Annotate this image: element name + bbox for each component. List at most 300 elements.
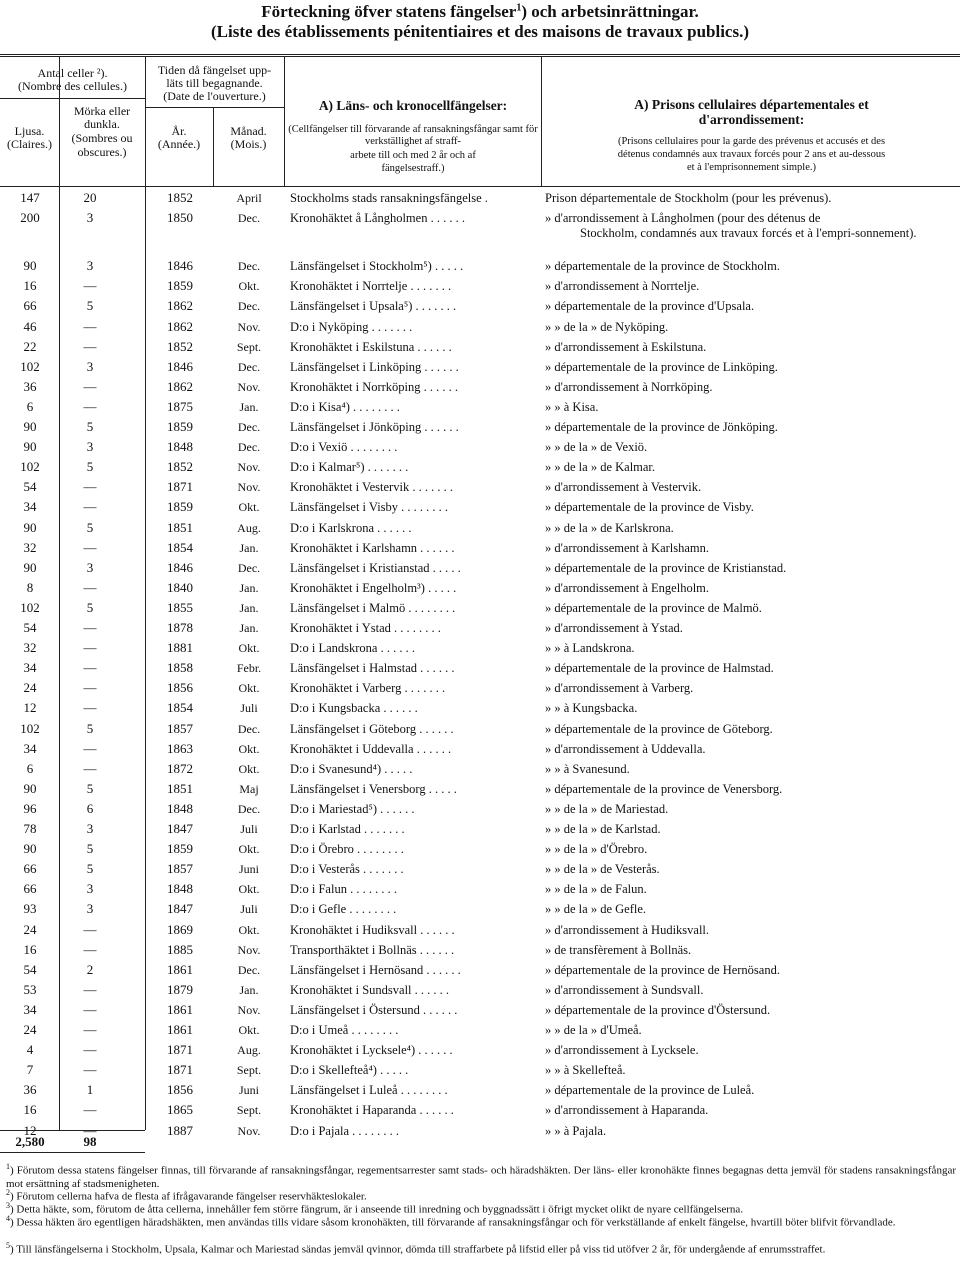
cell-year: 1856 [167, 680, 193, 696]
cell-morka: 3 [86, 439, 94, 455]
cell-swedish-name: D:o i Kalmar⁵) . . . . . . . [290, 460, 409, 475]
cell-year: 1887 [167, 1122, 193, 1138]
cell-swedish-name: Kronohäktet i Ystad . . . . . . . . [290, 621, 441, 635]
cell-morka: 5 [86, 298, 94, 314]
title-text: Förteckning öfver statens fängelser [261, 2, 517, 21]
cell-ljusa: 32 [23, 640, 37, 656]
cell-french-name: » » à Svanesund. [545, 761, 630, 776]
cell-month: Nov. [237, 1123, 261, 1138]
cell-ljusa: 16 [23, 941, 37, 957]
cell-ljusa: 93 [23, 901, 37, 917]
cell-french-name: » » de la » de Kalmar. [545, 460, 656, 475]
header-bottom-rule [0, 186, 960, 187]
cell-morka: — [83, 1102, 97, 1118]
cell-morka: — [83, 318, 97, 334]
footnote-text: ) Förutom cellerna hafva de flesta af ifrågavarande fängelser reservhäkteslokaler. [10, 1190, 367, 1203]
cell-french-name: » » à Landskrona. [545, 641, 635, 656]
cell-swedish-name: Länsfängelset i Göteborg . . . . . . [290, 721, 454, 736]
cell-french-name: » départementale de la province d'Östersund. [545, 1002, 771, 1017]
cell-month: Okt. [238, 761, 260, 776]
cell-morka: — [83, 981, 97, 997]
cell-swedish-name: Kronohäktet i Haparanda . . . . . . [290, 1103, 454, 1118]
cell-swedish-name: Kronohäktet i Eskilstuna . . . . . . [290, 339, 452, 354]
cell-morka: — [83, 499, 97, 515]
header-mois: (Mois.) [230, 137, 267, 151]
cell-year: 1852 [167, 190, 193, 205]
cell-morka: 5 [86, 720, 94, 736]
cell-morka: — [83, 620, 97, 635]
header-manad: Månad. [230, 124, 267, 138]
cell-year: 1871 [167, 1062, 193, 1078]
cell-french-name: » départementale de la province de Malmö. [545, 600, 762, 615]
cell-swedish-name: D:o i Mariestad⁵) . . . . . . [290, 801, 415, 816]
cell-swedish-name: Länsfängelset i Östersund . . . . . . [290, 1002, 458, 1017]
cell-french-name: » départementale de la province de Kristianstad. [545, 560, 787, 575]
footnote-mark: 5 [6, 1241, 10, 1250]
cell-morka: — [83, 1122, 97, 1138]
cell-year: 1871 [167, 1042, 193, 1058]
cell-month: Okt. [238, 741, 260, 756]
cell-month: Juli [240, 822, 258, 836]
cell-month: Jan. [239, 621, 259, 635]
cell-ljusa: 90 [23, 559, 37, 575]
footnote-text: ) Dessa häkten äro egentligen häradshäkten, men användas tills vidare såsom kronohäkten, till förvarande af ransakningsfångar och för verkställande af enkelt fängelse, hvartill böter blifvit förvandlade. [10, 1216, 896, 1229]
cell-ljusa: 8 [26, 579, 34, 595]
header-antal-celler: Antal celler ²). [37, 66, 108, 80]
cell-swedish-name: Länsfängelset i Jönköping . . . . . . [290, 420, 459, 434]
cell-ljusa: 22 [23, 338, 37, 354]
cell-french-name: » » de la » de Gefle. [545, 902, 647, 917]
cell-ljusa: 90 [23, 519, 37, 535]
cell-morka: 5 [86, 459, 94, 475]
cell-french-name: » » de la » de Karlstad. [545, 822, 661, 836]
cell-french-name: » » à Skellefteå. [545, 1063, 626, 1078]
cell-ljusa: 54 [23, 479, 37, 495]
cell-month: Nov. [237, 319, 261, 334]
cell-swedish-name: D:o i Örebro . . . . . . . . [290, 842, 404, 857]
cell-french-name: » » à Kisa. [545, 399, 599, 414]
tiden-rule [145, 107, 284, 108]
cell-swedish-name: Länsfängelset i Luleå . . . . . . . . [290, 1083, 448, 1098]
cell-morka: — [83, 680, 97, 696]
header-french-desc-1: (Prisons cellulaires pour la garde des prévenus et accusés et des [617, 136, 886, 147]
cell-french-name: » » de la » d'Örebro. [545, 842, 648, 857]
cell-month: Sept. [236, 1063, 262, 1078]
footnote-mark: 1 [6, 1162, 10, 1171]
header-tiden-2: läts till begagnande. [166, 76, 263, 90]
cell-month: Juni [238, 1083, 259, 1098]
cell-ljusa: 46 [23, 318, 37, 334]
cell-morka: 3 [86, 559, 94, 575]
cell-swedish-name: Kronohäktet i Norrköping . . . . . . [290, 379, 459, 394]
cell-ljusa: 54 [23, 961, 37, 977]
cell-ljusa: 34 [23, 1001, 37, 1017]
cell-morka: 3 [86, 358, 94, 374]
title-footnote-mark: 1 [516, 2, 522, 14]
cell-morka: 20 [83, 190, 97, 205]
cell-ljusa: 78 [23, 821, 37, 836]
cell-morka: 6 [86, 800, 94, 816]
cell-ljusa: 66 [23, 861, 37, 877]
cell-ljusa: 90 [23, 841, 37, 857]
cell-month: Okt. [238, 922, 260, 937]
cell-year: 1848 [167, 439, 193, 455]
cell-morka: — [83, 740, 97, 756]
cell-french-name: » d'arrondissement à Lycksele. [545, 1043, 699, 1058]
cell-french-name: » » à Pajala. [545, 1123, 607, 1138]
cell-year: 1852 [167, 338, 193, 354]
cell-morka: 1 [86, 1082, 94, 1098]
cell-morka: 5 [86, 519, 94, 535]
cell-swedish-name: Kronohäktet i Norrtelje . . . . . . . [290, 279, 452, 294]
cell-year: 1846 [167, 559, 193, 575]
cell-year: 1861 [167, 961, 193, 977]
col-divider-1 [59, 56, 60, 1130]
cell-french-name: » départementale de la province d'Upsala. [545, 299, 755, 314]
cell-french-name: » départementale de la province de Visby. [545, 500, 754, 515]
cell-ljusa: 4 [26, 1042, 34, 1058]
cell-morka: 5 [86, 419, 94, 434]
footnote-mark: 3 [6, 1201, 10, 1210]
cell-ljusa: 7 [26, 1062, 34, 1078]
cell-morka: — [83, 1022, 97, 1037]
header-claires: (Claires.) [7, 137, 52, 151]
cell-year: 1862 [167, 378, 193, 394]
cell-morka: — [83, 479, 97, 495]
cell-morka: — [83, 760, 97, 776]
cell-french-name: » départementale de la province de Linköping. [545, 359, 778, 374]
cell-french-name: » » de la » d'Umeå. [545, 1023, 642, 1037]
cell-french-name: » d'arrondissement à Vestervik. [545, 480, 702, 495]
cell-month: Okt. [238, 842, 260, 857]
cell-year: 1854 [167, 539, 193, 555]
footnote-text: ) Till länsfängelserna i Stockholm, Upsala, Kalmar och Mariestad sändas jemväl qvinnor, dömda till straffarbete på lifstid eller på viss tid utöfver 2 år, för undergående af enrumsstraffet. [10, 1243, 826, 1256]
cell-swedish-name: Länsfängelset i Stockholm⁵) . . . . . [290, 259, 464, 274]
header-tiden-1: Tiden då fängelset upp- [157, 63, 272, 77]
totals-bottom-rule [0, 1152, 145, 1153]
cell-swedish-name: Länsfängelset i Venersborg . . . . . [290, 781, 457, 796]
cell-french-name: » de transfèrement à Bollnäs. [545, 942, 692, 957]
cell-year: 1869 [167, 921, 193, 937]
cell-ljusa: 66 [23, 881, 37, 897]
cell-month: Jan. [239, 540, 259, 555]
cell-ljusa: 34 [23, 660, 37, 676]
cell-year: 1858 [167, 660, 193, 676]
cell-swedish-name: Kronohäktet i Varberg . . . . . . . [290, 681, 446, 696]
col-divider-5 [541, 56, 542, 186]
cell-ljusa: 16 [23, 1102, 37, 1118]
cell-month: Jan. [239, 982, 259, 997]
cell-morka: — [83, 1001, 97, 1017]
cell-french-name: » départementale de la province de Hernösand. [545, 962, 780, 977]
cell-year: 1878 [167, 620, 193, 635]
cell-year: 1850 [167, 210, 193, 226]
cell-morka: 2 [86, 961, 94, 977]
cell-year: 1859 [167, 841, 193, 857]
cell-ljusa: 32 [23, 539, 37, 555]
footnote-5 [6, 1239, 956, 1257]
cell-morka: 5 [86, 780, 94, 796]
header-ljusa: Ljusa. [14, 124, 45, 138]
cell-month: Febr. [236, 661, 262, 676]
header-dunkla: dunkla. [84, 117, 120, 131]
cell-french-name: » » de la » de Mariestad. [545, 801, 669, 816]
cell-french-name: » » à Kungsbacka. [545, 701, 638, 716]
cell-swedish-name: D:o i Gefle . . . . . . . . [290, 902, 397, 917]
cell-ljusa: 24 [23, 921, 37, 937]
cell-ljusa: 34 [23, 740, 37, 756]
cell-ljusa: 90 [23, 439, 37, 455]
cell-french-name: » » de la » de Karlskrona. [545, 520, 674, 535]
cell-ljusa: 90 [23, 258, 37, 274]
cell-year: 1863 [167, 740, 193, 756]
header-annee: (Année.) [157, 137, 201, 151]
cell-month: Dec. [237, 962, 261, 977]
cell-year: 1859 [167, 419, 193, 434]
cell-ljusa: 36 [23, 1082, 37, 1098]
cell-french-name: » départementale de la province de Jönköping. [545, 420, 778, 434]
cell-year: 1851 [167, 519, 193, 535]
total-morka: 98 [83, 1134, 97, 1149]
cell-french-name: » d'arrondissement à Norrtelje. [545, 279, 700, 294]
cell-year: 1848 [167, 881, 193, 897]
cell-year: 1859 [167, 499, 193, 515]
cell-month: Dec. [237, 721, 261, 736]
cell-french-name: » d'arrondissement à Haparanda. [545, 1103, 709, 1118]
cell-swedish-name: Kronohäktet i Lycksele⁴) . . . . . . [290, 1043, 453, 1058]
header-swedish-title: A) Läns- och kronocellfängelser: [318, 98, 508, 113]
footnote-text: ) Detta häkte, som, förutom de åtta cellerna, innehåller fem större fängrum, är i anseende till inredning och byggnadssätt i öfrigt mycket olikt de nyare cellfängelserna. [10, 1203, 744, 1216]
cell-swedish-name: Kronohäktet i Hudiksvall . . . . . . [290, 922, 455, 937]
cell-month: Nov. [237, 460, 261, 475]
col-divider-2 [145, 56, 146, 1130]
cell-month: Nov. [237, 480, 261, 495]
cell-ljusa: 24 [23, 1022, 37, 1037]
cell-ljusa: 12 [23, 700, 37, 716]
cell-month: Jan. [239, 580, 259, 595]
cell-french-name: » » de la » de Vexiö. [545, 440, 648, 455]
cell-french-name: » d'arrondissement à Ystad. [545, 621, 683, 635]
cell-year: 1847 [167, 821, 193, 836]
cell-french-name: » d'arrondissement à Långholmen (pour des détenus de [545, 211, 821, 226]
cell-ljusa: 12 [23, 1122, 37, 1138]
cell-morka: — [83, 1062, 97, 1078]
cell-year: 1855 [167, 599, 193, 615]
cell-ljusa: 102 [20, 720, 40, 736]
header-date-ouverture: (Date de l'ouverture.) [163, 89, 266, 103]
cell-month: Juni [238, 862, 259, 877]
cell-swedish-name: Kronohäktet å Långholmen . . . . . . [290, 211, 465, 226]
cell-month: Jan. [239, 399, 259, 414]
cell-morka: — [83, 398, 97, 414]
cell-swedish-name: Länsfängelset i Upsala⁵) . . . . . . . [290, 299, 457, 314]
header-sombres-ou: (Sombres ou [71, 131, 133, 145]
total-ljusa: 2,580 [15, 1134, 45, 1149]
cell-swedish-name: D:o i Nyköping . . . . . . . [290, 319, 413, 334]
cell-month: Okt. [238, 882, 260, 897]
cell-swedish-name: D:o i Falun . . . . . . . . [290, 882, 397, 897]
cell-year: 1861 [167, 1022, 193, 1037]
header-french-desc-3: et à l'emprisonnement simple.) [686, 162, 817, 173]
cell-ljusa: 102 [20, 599, 40, 615]
header-swedish-desc-3: fängelsestraff.) [381, 163, 445, 174]
cell-french-name: » départementale de la province de Stockholm. [545, 259, 780, 274]
cell-ljusa: 102 [20, 358, 40, 374]
cell-month: Juli [240, 701, 258, 716]
cell-year: 1847 [167, 901, 193, 917]
cell-swedish-name: Länsfängelset i Visby . . . . . . . . [290, 500, 449, 515]
header-ar: År. [171, 124, 187, 138]
cell-month: Dec. [237, 560, 261, 575]
cell-month: Sept. [236, 339, 262, 354]
page-subtitle: (Liste des établissements pénitentiaires et des maisons de travaux publics.) [210, 22, 749, 41]
cell-year: 1879 [167, 981, 193, 997]
cell-french-name: » départementale de la province de Halmstad. [545, 661, 774, 676]
cell-swedish-name: D:o i Karlstad . . . . . . . [290, 822, 405, 836]
col-divider-4 [284, 56, 285, 186]
cell-swedish-name: Kronohäktet i Karlshamn . . . . . . [290, 540, 455, 555]
cell-month: Aug. [237, 1043, 261, 1058]
cell-year: 1851 [167, 780, 193, 796]
header-french-title-1: A) Prisons cellulaires départementales et [634, 97, 869, 112]
table-top-rule [0, 54, 960, 55]
cell-french-name: » départementale de la province de Göteborg. [545, 721, 773, 736]
cell-swedish-name: Länsfängelset i Halmstad . . . . . . [290, 661, 455, 676]
cell-ljusa: 24 [23, 680, 37, 696]
cell-morka: — [83, 660, 97, 676]
cell-french-name: » d'arrondissement à Karlshamn. [545, 540, 710, 555]
cell-morka: 5 [86, 599, 94, 615]
header-swedish-desc-1: (Cellfängelser till förvarande af ransakningsfångar samt för verkställighet af straff- [288, 124, 538, 147]
cell-swedish-name: Transporthäktet i Bollnäs . . . . . . [290, 942, 455, 957]
footnote-text: ) Förutom dessa statens fängelser finnas, till förvarande af ransakningsfångar, regementsarrester samt stads- och häradshäkten. Der läns- eller kronohäkte finnes begagnas detta jemväl för stadens ransakningsfångar mot ersättning af stadsmenigheten. [6, 1164, 956, 1190]
cell-year: 1885 [167, 941, 193, 957]
cell-ljusa: 6 [26, 398, 34, 414]
table-top-rule-2 [0, 56, 960, 57]
cell-french-name: Prison départementale de Stockholm (pour les prévenus). [545, 191, 832, 205]
cell-month: Sept. [236, 1103, 262, 1118]
cell-french-name: » » de la » de Nyköping. [545, 319, 669, 334]
cell-swedish-name: Länsfängelset i Linköping . . . . . . [290, 359, 459, 374]
cell-year: 1872 [167, 760, 193, 776]
header-obscures: obscures.) [77, 145, 127, 159]
cell-swedish-name: D:o i Kisa⁴) . . . . . . . . [290, 399, 400, 414]
cell-month: Okt. [238, 641, 260, 656]
cell-morka: — [83, 921, 97, 937]
cell-year: 1859 [167, 278, 193, 294]
cell-ljusa: 34 [23, 499, 37, 515]
cell-morka: 3 [86, 881, 94, 897]
cell-ljusa: 54 [23, 620, 37, 635]
header-morka-eller: Mörka eller [73, 104, 131, 118]
cell-month: Dec. [237, 259, 261, 274]
cell-ljusa: 96 [23, 800, 37, 816]
cell-swedish-name: Länsfängelset i Kristianstad . . . . . [290, 560, 461, 575]
cell-morka: — [83, 278, 97, 294]
cell-french-name: » d'arrondissement à Engelholm. [545, 580, 710, 595]
cell-morka: 5 [86, 841, 94, 857]
cell-month: Nov. [237, 1002, 261, 1017]
cell-year: 1854 [167, 700, 193, 716]
cell-month: Okt. [238, 500, 260, 515]
cell-ljusa: 53 [23, 981, 37, 997]
cell-ljusa: 36 [23, 378, 37, 394]
cell-morka: — [83, 1042, 97, 1058]
cell-year: 1875 [167, 398, 193, 414]
cell-morka: 5 [86, 861, 94, 877]
cell-month: Nov. [237, 379, 261, 394]
antal-celler-rule [0, 98, 145, 99]
cell-swedish-name: D:o i Kungsbacka . . . . . . [290, 701, 418, 716]
header-french-title-2: d'arrondissement: [698, 112, 805, 127]
cell-french-name: » d'arrondissement à Varberg. [545, 681, 694, 696]
cell-morka: 3 [86, 258, 94, 274]
cell-morka: — [83, 640, 97, 656]
cell-year: 1857 [167, 720, 193, 736]
cell-swedish-name: D:o i Landskrona . . . . . . [290, 641, 415, 656]
cell-swedish-name: D:o i Umeå . . . . . . . . [290, 1023, 399, 1037]
title-suffix: ) och arbetsinrättningar. [521, 2, 699, 21]
header-nombre-cellules: (Nombre des cellules.) [18, 79, 127, 93]
cell-year: 1852 [167, 459, 193, 475]
cell-ljusa: 147 [20, 190, 40, 205]
cell-swedish-name: D:o i Svanesund⁴) . . . . . [290, 761, 413, 776]
cell-year: 1846 [167, 358, 193, 374]
cell-morka: — [83, 700, 97, 716]
cell-year: 1857 [167, 861, 193, 877]
cell-month: Dec. [237, 211, 261, 226]
cell-month: Dec. [237, 299, 261, 314]
cell-morka: — [83, 378, 97, 394]
cell-year: 1881 [167, 640, 193, 656]
cell-year: 1846 [167, 258, 193, 274]
cell-french-name: » d'arrondissement à Hudiksvall. [545, 922, 710, 937]
cell-swedish-name: D:o i Karlskrona . . . . . . [290, 520, 412, 535]
cell-month: Dec. [237, 420, 261, 434]
cell-swedish-name: D:o i Vexiö . . . . . . . . [290, 440, 398, 455]
cell-french-name: » d'arrondissement à Eskilstuna. [545, 339, 707, 354]
cell-year: 1861 [167, 1001, 193, 1017]
cell-french-name: » d'arrondissement à Norrköping. [545, 379, 713, 394]
cell-morka: — [83, 941, 97, 957]
cell-swedish-name: Kronohäktet i Vestervik . . . . . . . [290, 480, 453, 495]
cell-ljusa: 16 [23, 278, 37, 294]
cell-french-name: » départementale de la province de Luleå. [545, 1083, 755, 1098]
cell-ljusa: 102 [20, 459, 40, 475]
cell-month: Nov. [237, 942, 261, 957]
cell-french-name: » d'arrondissement à Sundsvall. [545, 982, 704, 997]
cell-swedish-name: D:o i Pajala . . . . . . . . [290, 1123, 400, 1138]
footnote-mark: 2 [6, 1188, 10, 1197]
cell-month: Okt. [238, 279, 260, 294]
cell-year: 1862 [167, 318, 193, 334]
cell-swedish-name: Kronohäktet i Sundsvall . . . . . . [290, 982, 450, 997]
header-swedish-desc-2: arbete till och med 2 år och af [350, 150, 476, 161]
cell-morka: — [83, 539, 97, 555]
footnote-4 [6, 1212, 956, 1230]
cell-month: Maj [239, 781, 259, 796]
cell-month: Aug. [237, 520, 261, 535]
cell-french-name: » » de la » de Vesterås. [545, 862, 660, 877]
cell-month: April [236, 191, 262, 205]
cell-ljusa: 200 [20, 210, 40, 226]
cell-swedish-name: Kronohäktet i Engelholm³) . . . . . [290, 580, 457, 595]
cell-french-name: » départementale de la province de Venersborg. [545, 781, 783, 796]
cell-year: 1840 [167, 579, 193, 595]
cell-swedish-name: Länsfängelset i Hernösand . . . . . . [290, 962, 461, 977]
cell-morka: 3 [86, 821, 94, 836]
header-french-desc-2: détenus condamnés aux travaux forcés pour 2 ans et au-dessous [617, 149, 886, 160]
